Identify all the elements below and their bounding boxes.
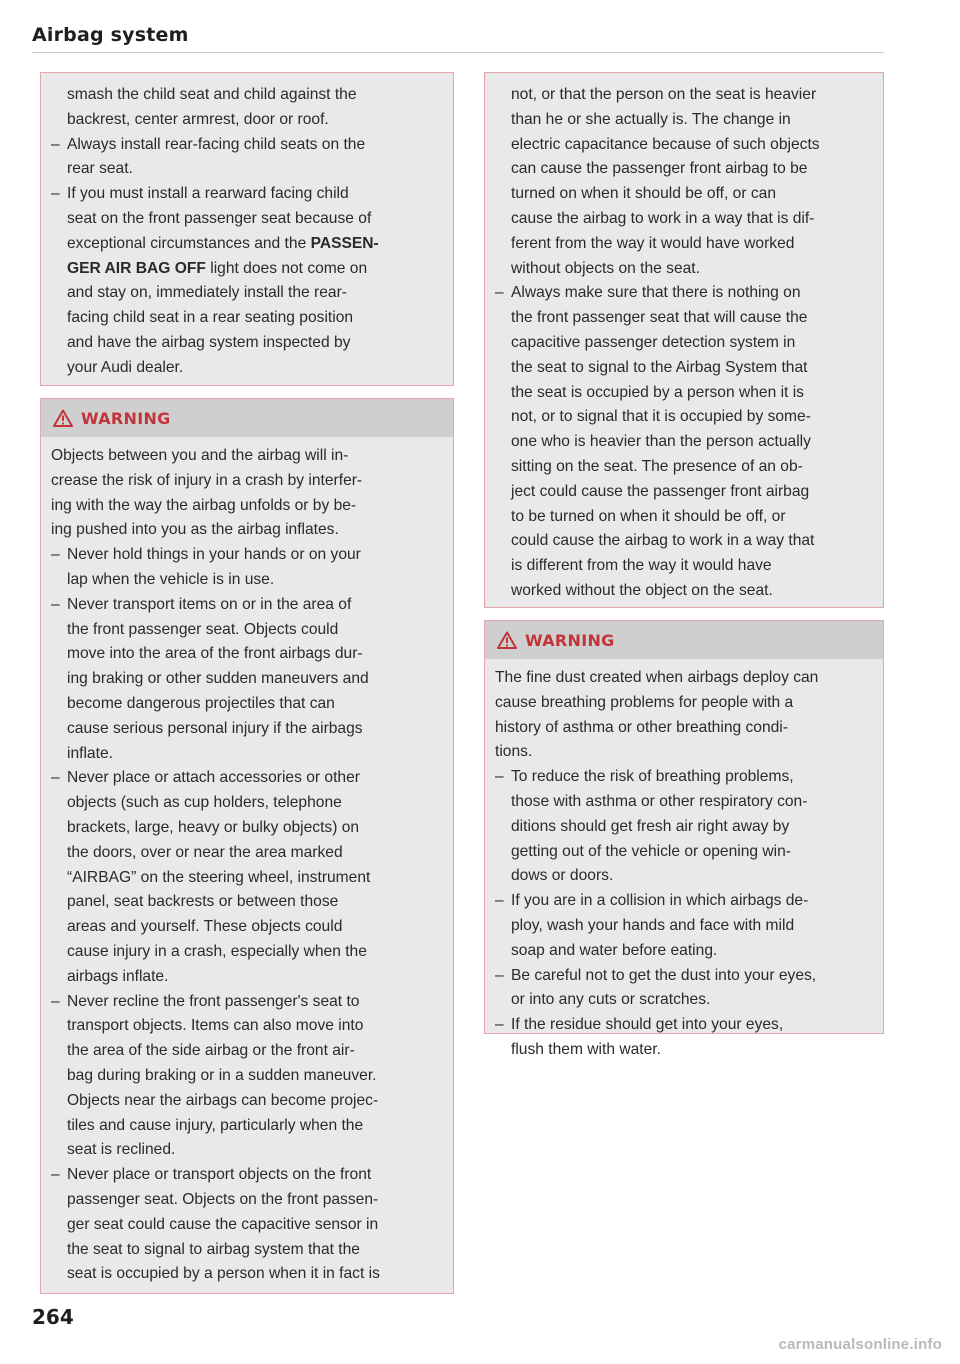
list-item: – Never hold things in your hands or on your lap when the vehicle is in use. [51,543,441,593]
list-item: – Always make sure that there is nothing on the front passenger seat that will cause the capacitive passenger detection system in the seat to signal to the Airbag System that the seat is occupied by a person when it is not, or to signal that it is occupied by some- one who is heavier than the person actually sitting on the seat. The presence of an ob- ject could cause the passenger front airbag to be turned on when it should be off, or could cause the airbag to work in a way that is different from the way it would have worked without the object on the seat. [495,281,871,603]
text-line: tions. [495,743,533,761]
text-line: ing with the way the airbag unfolds or by be- [51,496,357,514]
list-item-passenger-airbag-off: – If you must install a rearward facing child seat on the front passenger seat because of exceptional circumstances and the PASSEN- GER AIR BAG OFF light does not come on and stay on, immediately install the rear- facing child seat in a rear seating position and have the airbag system inspected by your Audi dealer. [51,182,441,380]
text-line: electric capacitance because of such objects [511,135,820,153]
text-line: history of asthma or other breathing condi- [495,718,788,736]
text-line: backrest, center armrest, door or roof. [67,110,329,128]
text-line: cause the airbag to work in a way that is dif- [511,209,815,227]
text-line: ferent from the way it would have worked [511,234,795,252]
left-warning-box [40,398,454,1294]
warning-triangle-icon [53,409,73,427]
list-item: – Never transport items on or in the area of the front passenger seat. Objects could move into the area of the front airbags dur- ing braking or other sudden maneuvers and become dangerous projectiles that can cause serious personal injury if the airbags inflate. [51,593,441,767]
list-item: – Never place or attach accessories or other objects (such as cup holders, telephone brackets, large, heavy or bulky objects) on the doors, over or near the area marked “AIRBAG” on the steering wheel, instrument panel, seat backrests or between those areas and yourself. These objects could cause injury in a crash, especially when the airbags inflate. [51,766,441,989]
header-divider [32,52,884,53]
list-item: – Always install rear-facing child seats on the rear seat. [51,133,441,183]
list-item: – To reduce the risk of breathing problems, those with asthma or other respiratory con- ditions should get fresh air right away by getting out of the vehicle or opening win- dows or doors. [495,765,871,889]
text-line: than he or she actually is. The change in [511,110,791,128]
list-item: – Never recline the front passenger's seat to transport objects. Items can also move into the area of the side airbag or the front air- bag during braking or in a sudden maneuver. Objects near the airbags can become projec- tiles and cause injury, particularly when the seat is reclined. [51,990,441,1164]
list-item: – Be careful not to get the dust into your eyes, or into any cuts or scratches. [495,964,871,1014]
passenger-air-bag-off-label: PASSEN- [310,234,379,252]
text-line: not, or that the person on the seat is heavier [511,86,817,103]
warning-header [41,399,453,437]
page-header-title: Airbag system [32,24,189,46]
warning-label: WARNING [81,408,171,428]
watermark: carmanualsonline.info [778,1336,942,1353]
passenger-air-bag-off-label-cont: GER AIR BAG OFF [67,259,206,277]
text-line: turned on when it should be off, or can [511,185,776,203]
text-line: can cause the passenger front airbag to be [511,160,808,178]
warning-header [485,621,883,659]
text-line: ing pushed into you as the airbag inflates. [51,521,339,539]
list-item: – Never place or transport objects on the front passenger seat. Objects on the front passen- ger seat could cause the capacitive sensor in the seat to signal to airbag system that the seat is occupied by a person when it in fact is [51,1163,441,1287]
list-item: – If you are in a collision in which airbags de- ploy, wash your hands and face with mild soap and water before eating. [495,889,871,963]
text-line: Objects between you and the airbag will in- [51,447,349,464]
page-number: 264 [32,1305,74,1329]
text-line: without objects on the seat. [511,259,700,277]
warning-triangle-icon [497,631,517,649]
text-line: crease the risk of injury in a crash by interfer- [51,471,363,489]
text-line: The fine dust created when airbags deploy can [495,669,819,686]
right-continued-box [484,72,884,608]
left-continued-box [40,72,454,386]
text-line: smash the child seat and child against the [67,86,357,103]
warning-label: WARNING [525,630,615,650]
list-item: – If the residue should get into your eyes, flush them with water. [495,1013,871,1063]
text-line: cause breathing problems for people with a [495,693,794,711]
right-warning-box [484,620,884,1058]
